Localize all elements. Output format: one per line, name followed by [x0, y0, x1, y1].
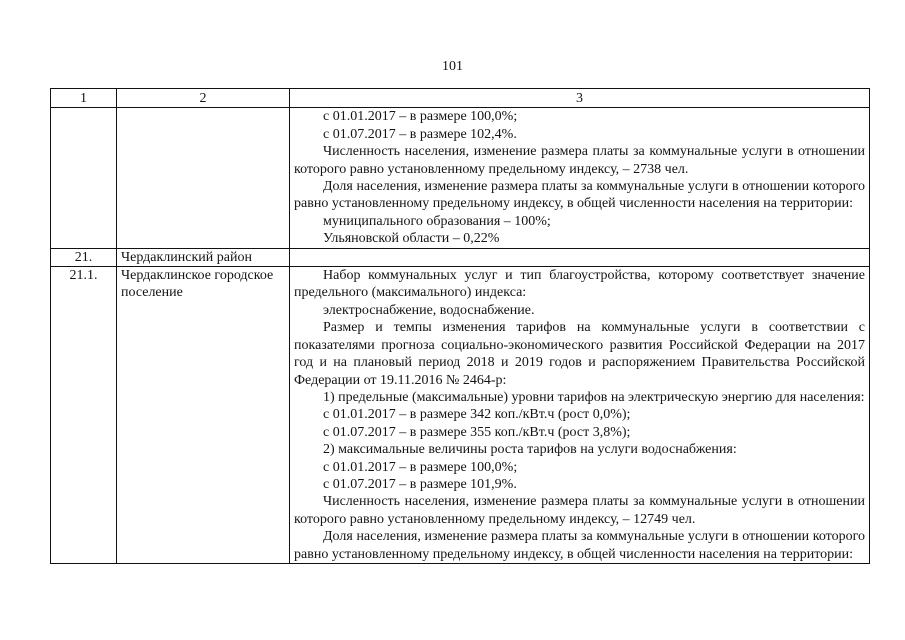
header-col-3: 3 [290, 89, 870, 108]
paragraph: Численность населения, изменение размера платы за коммунальные услуги в отношении которого равно установленному предельному индексу, – 2738 чел. [294, 144, 865, 177]
paragraph: с 01.01.2017 – в размере 100,0%; [323, 109, 518, 125]
paragraph: муниципального образования – 100%; [323, 213, 551, 229]
paragraph: с 01.01.2017 – в размере 342 коп./кВт.ч (рост 0,0%); [323, 407, 631, 423]
paragraph: Численность населения, изменение размера платы за коммунальные услуги в отношении которого равно установленному предельному индексу, – 12749 чел. [294, 494, 865, 527]
page-number: 101 [442, 59, 463, 74]
table-row-district [51, 248, 870, 266]
table-row-continuation [51, 108, 870, 248]
paragraph: Набор коммунальных услуг и тип благоустройства, которому соответствует значение предельного (максимального) индекса: [294, 268, 865, 301]
paragraph: с 01.07.2017 – в размере 355 коп./кВт.ч (рост 3,8%); [323, 424, 631, 440]
paragraph: с 01.01.2017 – в размере 100,0%; [323, 459, 518, 475]
paragraph: Доля населения, изменение размера платы за коммунальные услуги в отношении которого равно установленному предельному индексу, в общей численности населения на территории: [294, 529, 865, 562]
district-number: 21. [51, 248, 117, 266]
settlement-number: 21.1. [51, 267, 117, 564]
settlement-name: Чердаклинское городское поселение [117, 267, 290, 564]
paragraph: с 01.07.2017 – в размере 101,9%. [323, 476, 517, 492]
row-number-cell [51, 108, 117, 248]
header-col-1: 1 [51, 89, 117, 108]
table-header-row [51, 89, 870, 108]
paragraph: Доля населения, изменение размера платы за коммунальные услуги в отношении которого равно установленному предельному индексу, в общей численности населения на территории: [294, 179, 865, 212]
paragraph: электроснабжение, водоснабжение. [323, 302, 535, 318]
settlement-text [290, 267, 870, 564]
header-col-2: 2 [117, 89, 290, 108]
paragraph: Размер и темпы изменения тарифов на коммунальные услуги в соответствии с показателями прогноза социально-экономического развития Российской Федерации на 2017 год и на плановый период 2018 и 2019 годов и распоряжением Правительства Российской Федерации от 19.11.2016 № 2464-р: [294, 320, 865, 388]
paragraph: с 01.07.2017 – в размере 102,4%. [323, 126, 517, 142]
paragraph: Ульяновской области – 0,22% [323, 231, 500, 247]
continuation-text [290, 108, 870, 248]
tariff-table [50, 88, 870, 564]
row-name-cell [117, 108, 290, 248]
district-text-cell [290, 248, 870, 266]
district-name: Чердаклинский район [117, 248, 290, 266]
paragraph: 1) предельные (максимальные) уровни тарифов на электрическую энергию для населения: [323, 389, 865, 405]
table-row-settlement [51, 267, 870, 564]
paragraph: 2) максимальные величины роста тарифов на услуги водоснабжения: [323, 442, 737, 458]
